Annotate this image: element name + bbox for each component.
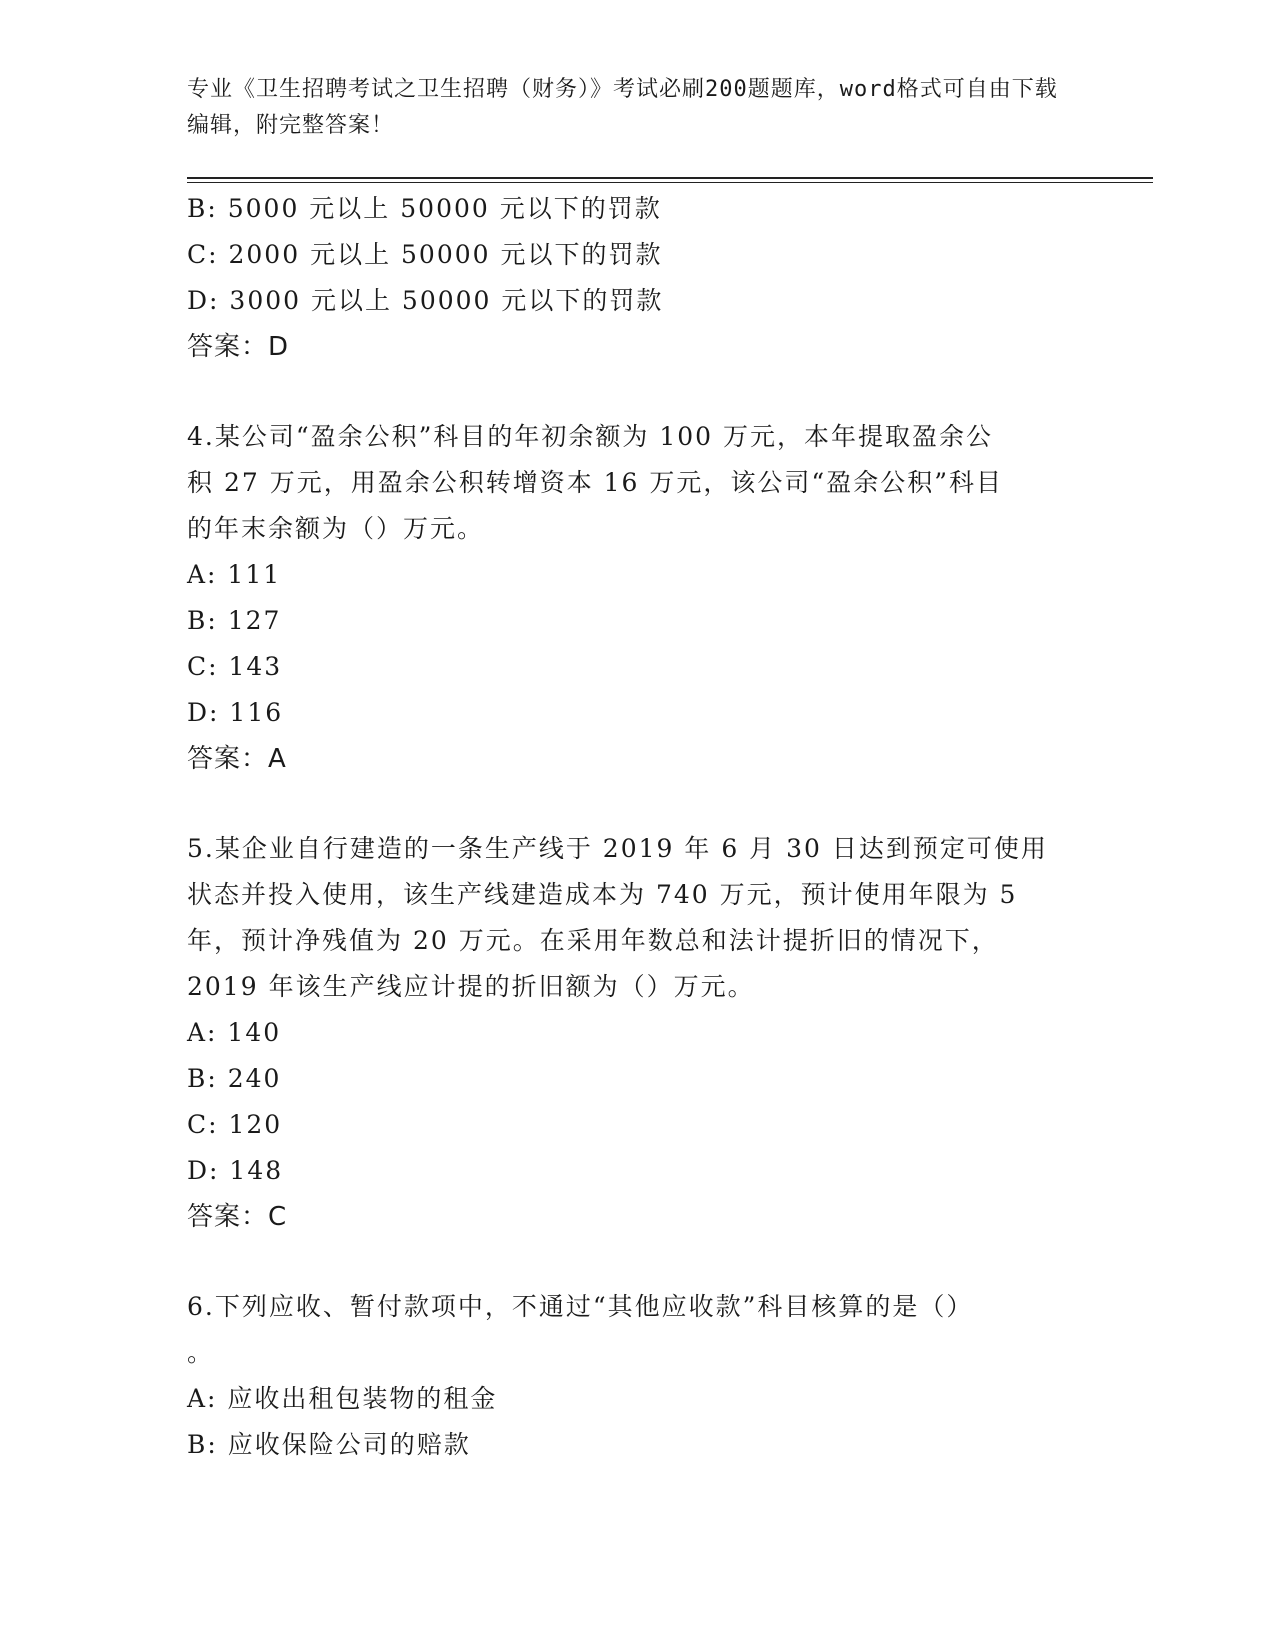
question-5-line-1: 5.某企业自行建造的一条生产线于 2019 年 6 月 30 日达到预定可使用 <box>187 834 1048 863</box>
question-4-line-3: 的年末余额为（）万元。 <box>187 514 485 543</box>
question-5-line-4: 2019 年该生产线应计提的折旧额为（）万元。 <box>187 972 755 1001</box>
option-d: D: 3000 元以上 50000 元以下的罚款 <box>187 286 664 315</box>
option-c: C: 120 <box>187 1110 283 1139</box>
header-rule-thick <box>187 177 1153 179</box>
option-b: B: 127 <box>187 606 282 635</box>
question-5 <box>187 826 1067 1240</box>
option-a: A: 应收出租包装物的租金 <box>187 1384 498 1413</box>
answer-4: 答案：A <box>187 744 287 774</box>
question-4-line-2: 积 27 万元，用盈余公积转增资本 16 万元，该公司“盈余公积”科目 <box>187 468 1003 497</box>
question-6-line-2: 。 <box>187 1338 215 1367</box>
option-a: A: 140 <box>187 1018 282 1047</box>
option-a: A: 111 <box>187 560 282 589</box>
question-6 <box>187 1284 1067 1468</box>
option-b: B: 240 <box>187 1064 282 1093</box>
answer-5: 答案：C <box>187 1202 288 1232</box>
document-content <box>187 186 1067 1468</box>
option-c: C: 143 <box>187 652 283 681</box>
option-d: D: 116 <box>187 698 284 727</box>
option-b: B: 应收保险公司的赔款 <box>187 1430 471 1459</box>
answer-3: 答案：D <box>187 332 290 362</box>
header-rule-thin <box>187 182 1153 183</box>
document-header: 专业《卫生招聘考试之卫生招聘（财务）》考试必刷200题题库，word格式可自由下载编辑，附完整答案！ <box>187 77 1058 138</box>
option-b: B: 5000 元以上 50000 元以下的罚款 <box>187 194 662 223</box>
option-d: D: 148 <box>187 1156 284 1185</box>
question-3 <box>187 186 1067 370</box>
question-5-line-3: 年，预计净残值为 20 万元。在采用年数总和法计提折旧的情况下， <box>187 926 999 955</box>
question-6-line-1: 6.下列应收、暂付款项中，不通过“其他应收款”科目核算的是（） <box>187 1292 974 1321</box>
question-5-line-2: 状态并投入使用，该生产线建造成本为 740 万元，预计使用年限为 5 <box>187 880 1018 909</box>
option-c: C: 2000 元以上 50000 元以下的罚款 <box>187 240 663 269</box>
question-4 <box>187 414 1067 782</box>
question-4-line-1: 4.某公司“盈余公积”科目的年初余额为 100 万元，本年提取盈余公 <box>187 422 994 451</box>
